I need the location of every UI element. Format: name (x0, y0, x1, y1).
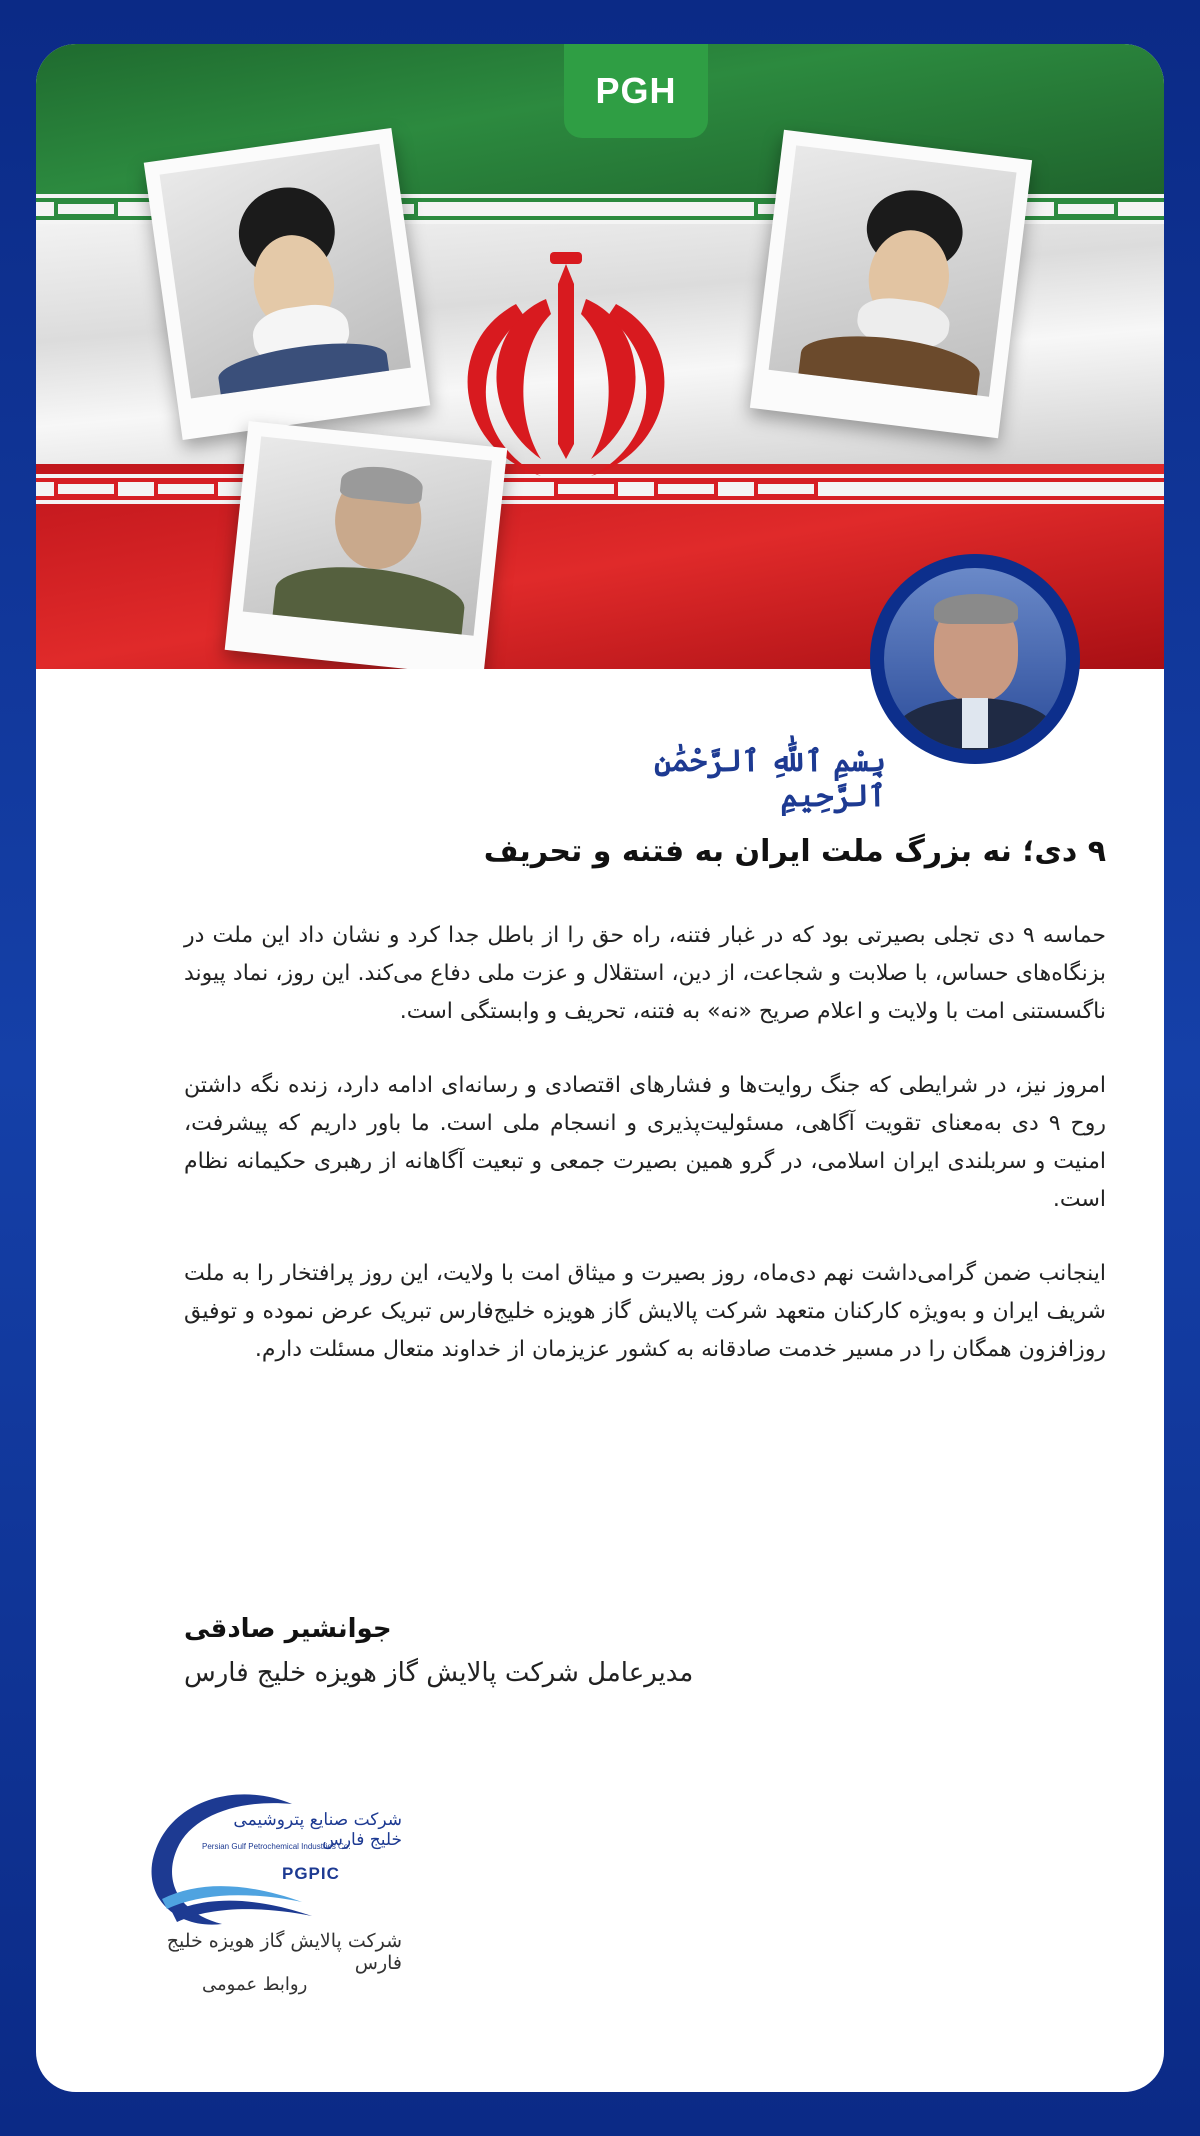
pgh-badge: PGH (564, 44, 708, 138)
statement-title: ۹ دی؛ نه بزرگ ملت ایران به فتنه و تحریف (483, 834, 1106, 869)
logo-fa-company: شرکت صنایع پتروشیمی خلیج فارس (233, 1810, 402, 1850)
statement-body (184, 834, 1106, 1405)
signature-block (184, 1614, 744, 1688)
ceo-avatar-frame (870, 554, 1080, 764)
portrait-photo-left (144, 128, 431, 440)
portrait-photo-bottom (225, 421, 508, 669)
logo-en-company: Persian Gulf Petrochemical Industries Co. (202, 1842, 351, 1851)
paragraph-3: اینجانب ضمن گرامی‌داشت نهم دی‌ماه، روز بصیرت و میثاق امت با ولایت، این روز پرافتخار را به ملت شریف ایران و به‌ویژه کارکنان متعهد شرکت پالایش گاز هویزه خلیج‌فارس تبریک عرض نموده و توفیق روزافزون همگان را در مسیر خدمت صادقانه به کشور عزیزمان از خداوند متعال مسئلت دارم. (184, 1261, 1106, 1362)
logo-fa-subsidiary: شرکت پالایش گاز هویزه خلیج فارس (166, 1930, 402, 1974)
ceo-avatar (884, 568, 1066, 750)
company-logo (142, 1784, 402, 2064)
paragraph-2: امروز نیز، در شرایطی که جنگ روایت‌ها و فشارهای اقتصادی و رسانه‌ای ادامه دارد، زنده نگه داشتن روح ۹ دی به‌معنای تقویت آگاهی، مسئولیت‌پذیری و انسجام ملی است. ما باور داریم که پیشرفت، امنیت و سربلندی ایران اسلامی، در گرو همین بصیرت جمعی و تبعیت آگاهانه از رهبری حکیمانه نظام است. (184, 1073, 1106, 1212)
pgpic-swoosh-icon (142, 1784, 322, 1934)
paragraph-1: حماسه ۹ دی تجلی بصیرتی بود که در غبار فتنه، راه حق را از باطل جدا کرد و نشان داد این ملت در بزنگاه‌های حساس، با صلابت و شجاعت، از دین، استقلال و عزت ملی دفاع می‌کند. این روز، نماد پیوند ناگسستنی امت با ولایت و اعلام صریح «نه» به فتنه، تحریف و وابستگی است. (184, 923, 1106, 1024)
statement-card (36, 44, 1164, 2092)
signatory-role: مدیرعامل شرکت پالایش گاز هویزه خلیج فارس (184, 1658, 694, 1688)
logo-fa-department: روابط عمومی (202, 1974, 308, 1995)
portrait-photo-right (750, 130, 1032, 438)
signatory-name: جوانشیر صادقی (184, 1614, 392, 1644)
bismillah-heading: بِسْمِ ٱللَّٰهِ ٱلرَّحْمَٰنِ ٱلرَّحِيمِ (654, 744, 886, 814)
logo-abbr: PGPIC (282, 1864, 340, 1883)
